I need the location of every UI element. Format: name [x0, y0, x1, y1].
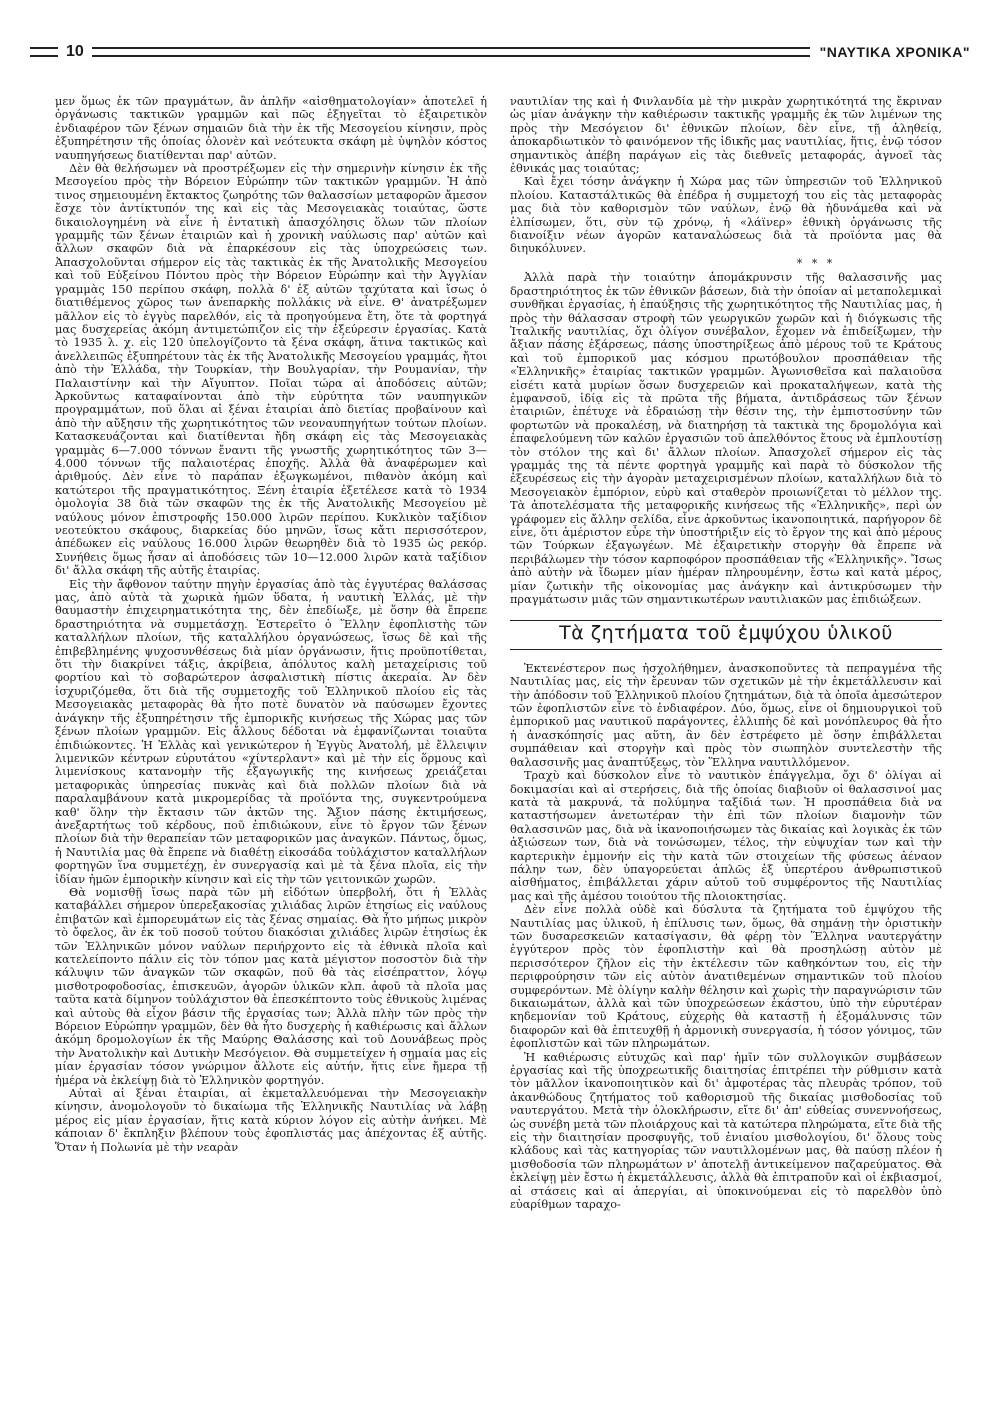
- section-title: Τὰ ζητήματα τοῦ ἐμψύχου ὑλικοῦ: [510, 620, 942, 649]
- right-paragraph-2: Καὶ ἔχει τόσην ἀνάγκην ἡ Χώρα μας τῶν ὑπηρεσιῶν τοῦ Ἑλληνικοῦ πλοίου. Καταστάλτικῶς θὰ ἐπέδρα ἡ συμμετοχή του εἰς τὰς μεταφορὰς μας διὰ τὸν καθορισμὸν τῶν ναύλων, ἐνῷ θὰ ἠδυνάμεθα καὶ νὰ ἐλπίσωμεν, ὅτι, σὺν τῷ χρόνῳ, ἡ «λάϊνερ» ἐθνικὴ ὀργάνωσις τῆς διανοίξιν νέων ἀγορῶν καταναλώσεως διὰ τὰ προϊόντα μας θὰ διηυκόλυνεν.: [510, 175, 942, 256]
- section-paragraph-2: Τραχὺ καὶ δύσκολον εἶνε τὸ ναυτικὸν ἐπάγγελμα, ὄχι δ' ὀλίγαι αἱ δοκιμασίαι καὶ αἱ στερήσεις, διὰ τῆς ὁποίας διαβιοῦν οἱ θαλασσινοί μας κατὰ τὰ μακρυνά, τὰ πολύμηνα ταξίδιά των. Ἡ προσπάθεια διὰ να καταστήσωμεν ἀνετωτέραν τὴν ἐπὶ τῶν πλοίων διαμονὴν τῶν θαλασσινῶν μας, διὰ νὰ ἱκανοποιήσωμεν τὰς δικαίας καὶ λογικὰς ἐκ τῶν ἀξιώσεων των, διὰ νὰ τονώσωμεν, τέλος, τὴν εὐψυχίαν των καὶ τὴν καρτερικὴν ἐμμονήν εἰς τὴν κατὰ τῶν στοιχείων τῆς φύσεως ἀέναον πάλην των, δὲν ὑπαγορεύεται ἁπλῶς ἐξ ὑπερτέρου ἀνθρωπιστικοῦ αἰσθήματος, ἐπιβάλλεται χάριν αὐτοῦ τοῦ συμφέροντος τῆς Ναυτιλίας μας καὶ τῆς ἀμέσου τοιούτου τῆς πλοιοκτησίας.: [510, 769, 942, 903]
- left-column: [55, 95, 487, 1385]
- page-header: [30, 40, 970, 64]
- left-paragraph-3: Εἰς τὴν ἄφθονον ταύτην πηγὴν ἐργασίας ἀπὸ τὰς ἐγγυτέρας θαλάσσας μας, ἀπὸ αὐτὰ τὰ χωρικὰ ἡμῶν ὕδατα, ἡ ναυτικὴ Ἑλλάς, μὲ τὴν θαυμαστὴν ἐπιχειρηματικότητα της, δὲν ἐπεδίωξε, μὲ ὅσην θὰ ἔπρεπε δραστηριότητα νὰ συμμετάσχῃ. Ἐστερεῖτο ὁ Ἕλλην ἐφοπλιστὴς τῶν καταλλήλων πλοίων, τῆς καταλλήλου ὀργανώσεως, ἴσως δὲ καὶ τῆς ἐπιβεβλημένης ψυχοσυνθέσεως διὰ μίαν ὀργάνωσιν, ἥτις προϋποτίθεται, ὅτι τὴν διακρίνει τάξις, ἀκρίβεια, ἀπόλυτος καλὴ μεταχείρισις τοῦ φορτίου καὶ τὸ σοβαρώτερον ἀσφαλιστικὴ πίστις ἀκεραία. Ἀν δὲν ἰσχυριζόμεθα, ὅτι διὰ τῆς συμμετοχῆς τοῦ Ἑλληνικοῦ πλοίου εἰς τὰς Μεσογειακὰς μεταφορὰς θὰ ἦτο ποτὲ δυνατὸν νὰ παύσωμεν ἔχοντες ἀνάγκην τῆς ἐξυπηρέτησιν τῆς ἐμπορικῆς κινήσεως τῆς Χώρας μας τῶν ξένων πλοίων γραμμῶν. Εἰς ἄλλους δέδοται νὰ ἐμφανίζωνται τοιαῦτα ἐπιδιώκοντες. Ἡ Ἑλλὰς καὶ γενικώτερον ἡ Ἐγγὺς Ἀνατολή, μὲ ἔλλειψιν λιμενικῶν κέντρων εὐρυτάτου «χίντερλαντ» καὶ μὲ τὴν εἰς ὅρμους καὶ λιμενίσκους κατανομὴν τῆς ἐξαγωγικῆς της κινήσεως χρειάζεται μεταφορικὰς ὑπηρεσίας πυκνὰς καὶ διὰ πολλῶν πλοίων διὰ νὰ παραλαμβάνουν κατὰ μικρομερίδας τὰ προϊόντα της, συγκεντρούμενα καθ' ὅλην τὴν ἔκτασιν τῶν ἀκτῶν της. Ἄξιον πάσης ἐκτιμήσεως, ἀνεξαρτήτως τοῦ κέρδους, ποῦ ἐπιδιώκουν, εἶνε τὸ ἔργον τῶν ξένων πλοίων διὰ τὴν θεραπείαν τῶν μεταφορικῶν μας ἀναγκῶν. Πάντως, ὅμως, ἡ Ναυτιλία μας θὰ ἔπρεπε νὰ διαθέτῃ εἰκοσάδα τοὐλάχιστον καταλλήλων φορτηγῶν ἵνα συμμετέχῃ, ἐν συνεργασίᾳ καὶ μὲ τὰ ξένα πλοῖα, εἰς τὴν ἰδίαν ἡμῶν ἐμπορικὴν κίνησιν καὶ εἰς τὴν τῶν γειτονικῶν χωρῶν.: [55, 577, 487, 886]
- right-paragraph-1: ναυτιλίαν της καὶ ἡ Φινλανδία μὲ τὴν μικρὰν χωρητικότητά της ἔκριναν ὡς μίαν ἀνάγκην τὴν καθιέρωσιν τακτικῆς γραμμῆς ἐκ τῶν λιμένων της πρὸς τὴν Μεσόγειον δι' ἐθνικῶν πλοίων, δὲν εἶνε, τῇ ἀληθείᾳ, ἀποκαρδιωτικὸν τὸ φαινόμενον τῆς ἰδικῆς μας ναυτιλίας, ἥτις, ἐνῷ τόσον σημαντικὸς ἀπέβη παράγων εἰς τὰς διεθνεῖς μεταφοράς, ἀγνοεῖ τὰς ἐθνικάς μας τοιαύτας;: [510, 95, 942, 176]
- section-paragraph-4: Ἡ καθιέρωσις εὐτυχῶς καὶ παρ' ἡμῖν τῶν συλλογικῶν συμβάσεων ἐργασίας καὶ τῆς ὑποχρεωτικῆς διαιτησίας ἐπιτρέπει τὴν ρύθμισιν κατὰ τὸν μᾶλλον ἱκανοποιητικὸν καὶ δι' ἀμφοτέρας τὰς πλευρὰς τρόπον, τοῦ ἀκανθώδους ζητήματος τοῦ καθορισμοῦ τῆς δικαίας μισθοδοσίας τοῦ ναυτεργάτου. Μετὰ τὴν ὁλοκλήρωσιν, εἴτε δι' ἀπ' εὐθείας συνεννοήσεως, ὡς συνέβη μετὰ τῶν πλοιάρχους καὶ τὰ κατώτερα πληρώματα, εἴτε διὰ τῆς εἰς τὴν διαιτησίαν προσφυγῆς, τοῦ ἑνιαίου μισθολογίου, δι' ὅλους τοὺς κλάδους καὶ τὰς κατηγορίας τῶν ναυτιλλομένων μας, θὰ παύσῃ πλέον ἡ μισθοδοσία τῶν πληρωμάτων ν' ἀποτελῇ ἀντικείμενον παζαρεύματος. Θὰ ἐκλείψῃ μὲν ἔστω ἡ ἐκμετάλλευσις, ἀλλὰ θὰ ἐπιτραποῦν καὶ οἱ ἐκβιασμοί, αἱ στάσεις καὶ αἱ ἀπεργίαι, αἱ ὑποκινούμεναι εἰς τὸ παρελθὸν ὑπὸ εὐαρίθμων ταραχο-: [510, 1050, 942, 1212]
- header-rule-middle: [92, 47, 810, 57]
- page-number: 10: [66, 43, 84, 60]
- left-paragraph-2: Δὲν θὰ θελήσωμεν νὰ προστρέξωμεν εἰς τὴν σημερινὴν κίνησιν ἐκ τῆς Μεσογείου πρὸς τὴν Βόρειον Εὐρώπην τῶν τακτικῶν γραμμῶν. Ἡ ἀπὸ τινος σημειουμένη ἔκτακτος ζωηρότης τῶν θαλασσίων μεταφορῶν ἄμεσον ἔσχε τὸν ἀντίκτυπόν της καὶ εἰς τὰς Μεσογειακὰς τοιαύτας, ὥστε δικαιολογημένη νὰ εἶνε ἡ ἐντατικὴ ἀπασχόλησις ὅλων τῶν πλοίων γραμμῆς τῶν ξένων ἑταιριῶν καὶ ἡ χρονικὴ ναύλωσις παρ' αὐτῶν καὶ ἄλλων σκαφῶν διὰ νὰ ἐπαρκέσουν εἰς τὰς ὑποχρεώσεις των. Ἀπασχολοῦνται σήμερον εἰς τὰς τακτικὰς ἐκ τῆς Ἀνατολικῆς Μεσογείου καὶ τοῦ Εὐξείνου Πόντου πρὸς τὴν Βόρειον Εὐρώπην καὶ τὴν Ἀγγλίαν γραμμὰς 150 περίπου σκάφη, πολλὰ δ' ἐξ αὐτῶν ταχύτατα καὶ ἴσως ὁ διατιθέμενος χῶρος των ἀνεπαρκὴς πολλάκις νὰ εἶνε. Θ' ἀνατρέξωμεν μᾶλλον εἰς τὸ ἐγγὺς παρελθόν, εἰς τὰ προηγούμενα ἔτη, ὅτε τὰ φορτηγά μας δυσχερείας ἀκόμη ἀντιμετώπιζον εἰς τὴν ἐξεύρεσιν ἐργασίας. Κατὰ τὸ 1935 λ. χ. εἰς 120 ὑπελογίζοντο τὰ ξένα σκάφη, ἅτινα τακτικῶς καὶ ἀνελλειπῶς ἐξυπηρέτουν τὰς ἐκ τῆς Ἀνατολικῆς Μεσογείου γραμμάς, ἤτοι ἀπὸ τὴν Ἑλλάδα, τὴν Τουρκίαν, τὴν Βουλγαρίαν, τὴν Ρουμανίαν, τὴν Παλαιστίνην καὶ τὴν Αἴγυπτον. Ποῖαι τώρα αἱ ἀποδόσεις αὐτῶν; Ἀρκοῦντως καταφαίνονται ἀπὸ τὴν εὐρύτητα τῶν ναυπηγικῶν προγραμμάτων, ποῦ ὅλαι αἱ ξέναι ἑταιρίαι ἀπὸ διετίας προβαίνουν καὶ ἀπὸ τὴν αὔξησιν τῆς χωρητικότητος τῶν νεοναυπηγήτων τούτων πλοίων. Κατασκευάζονται καὶ διατίθενται ἤδη σκάφη εἰς τὰς Μεσογειακὰς γραμμὰς 6—7.000 τόννων ἔναντι τῆς γνωστῆς χωρητικότητος τῶν 3—4.000 τόννων τῆς παλαιοτέρας ἐποχῆς. Ἀλλὰ θὰ ἀναφέρωμεν καὶ ἀριθμούς. Δὲν εἶνε τὸ παράπαν ἐξωγκωμένοι, πιθανὸν ἀκόμη καὶ κατώτεροι τῆς πραγματικότητος. Ξένη ἑταιρία ἐξετέλεσε κατὰ τὸ 1934 ὁμολογία 38 διὰ τῶν σκαφῶν της ἐκ τῆς Ἀνατολικῆς Μεσογείου μὲ ναύλους μόνον ἐπιστροφῆς 150.000 λιρῶν περίπου. Κυκλικὸν ταξίδιον νεοτεύκτου σκάφους, διαρκείας δύο μηνῶν, ἴσως κἄτι περισσότερον, ἀπέδωκεν εἰς ναύλους 16.000 λιρῶν θεωρηθὲν διὰ τὸ 1935 ὡς ρεκόρ. Συνήθεις ὅμως ἦσαν αἱ ἀποδόσεις τῶν 10—12.000 λιρῶν κατὰ ταξίδιον δι' ἄλλα σκάφη τῆς αὐτῆς ἑταιρίας.: [55, 162, 487, 578]
- section-paragraph-3: Δὲν εἶνε πολλὰ οὐδὲ καὶ δύσλυτα τὰ ζητήματα τοῦ ἐμψύχου τῆς Ναυτιλίας μας ὑλικοῦ, ἡ ἐπίλυσις των, ὅμως, θὰ σημάνῃ τὴν ὁριστικὴν τῶν δυσαρεσκειῶν κατασίγασιν, θὰ φέρῃ τὸν Ἕλληνα ναυτεργάτην ἐγγύτερον πρὸς τὸν ἐφοπλιστὴν καὶ θὰ προσηλώσῃ αὐτὸν μὲ περισσότερον ζῆλον εἰς τὴν ἐκτέλεσιν τῶν καθηκόντων του, εἰς τὴν περιφρούρησιν τῶν εἰς αὐτὸν ἀνατιθεμένων σημαντικῶν τοῦ πλοίου συμφερόντων. Μὲ ὀλίγην καλὴν θέλησιν καὶ χωρὶς τὴν παραγνώρισιν τῶν δικαιωμάτων, ἀλλὰ καὶ τῶν ὑποχρεώσεων ἑκάστου, ὑπὸ τὴν εὐρυτέραν κηδεμονίαν τοῦ Κράτους, εὐχερὴς θὰ καταστῇ ἡ ἐξομάλυνσις τῶν διαφορῶν καὶ θὰ ἐπιτευχθῇ ἡ ἁρμονικὴ συνεργασία, ἡ τόσον γόνιμος, τῶν ἐφοπλιστῶν καὶ τῶν πληρωμάτων.: [510, 903, 942, 1051]
- section-paragraph-1: Ἐκτενέστερον πως ἠσχολήθημεν, ἀνασκοποῦντες τὰ πεπραγμένα τῆς Ναυτιλίας μας, εἰς τὴν ἔρευναν τῶν σχετικῶν μὲ τὴν ἐκμετάλλευσιν καὶ τὴν ἀπόδοσιν τοῦ Ἑλληνικοῦ πλοίου ζητημάτων, διὰ τὰ ὁποῖα ἀμεσώτερον τῶν ἐφοπλιστῶν εἶνε τὸ ἐνδιαφέρον. Δύο, ὅμως, εἶνε οἱ δημιουργικοὶ τοῦ ἐμπορικοῦ μας ναυτικοῦ παράγοντες, ἐλλιπὴς δὲ καὶ μονόπλευρος θὰ ἦτο ἡ ἀνασκόπησίς μας αὕτη, ἂν δὲν ἐστρέφετο μὲ ὅσην ἐπιβάλλεται συμπάθειαν καὶ στοργὴν καὶ πρὸς τὸν σιωπηλὸν συντελεστὴν τῆς θαλασσινῆς μας ἀναπτύξεως, τὸν Ἕλληνα ναυτιλλόμενον.: [510, 661, 942, 769]
- section-separator-stars: * * *: [796, 256, 836, 270]
- left-paragraph-1: μεν ὅμως ἐκ τῶν πραγμάτων, ἂν ἁπλῆν «αἰσθηματολογίαν» ἀποτελεῖ ἡ ὀργάνωσις τακτικῶν γραμμῶν καὶ πῶς ἐξηγεῖται τὸ ἐξαιρετικὸν ἐνδιαφέρον τῶν ξένων σημαιῶν διὰ τὴν ἐκ τῆς Μεσογείου κίνησιν, πρὸς ἐξυπηρέτησιν τῆς ὁποίας ὁλονὲν καὶ νεότευκτα σκάφη μὲ ὑψηλὸν κόστος ναυπηγήσεως διατίθενται παρ' αὐτῶν.: [55, 95, 487, 162]
- magazine-title: "ΝΑΥΤΙΚΑ ΧΡΟΝΙΚΑ": [819, 44, 970, 60]
- right-column: [510, 95, 942, 1385]
- left-paragraph-4: Θὰ νομισθῇ ἴσως παρὰ τῶν μὴ εἰδότων ὑπερβολή, ὅτι ἡ Ἑλλὰς καταβάλλει σήμερον ὑπερεξακοσίας χιλιάδας λιρῶν ἐτησίως εἰς ναύλους ἐπιβατῶν καὶ ἐμπορευμάτων εἰς τὰς ξένας σημαίας. Θὰ ἦτο μήπως μικρὸν τὸ ὄφελος, ἂν ἐκ τοῦ ποσοῦ τούτου διακόσιαι χιλιάδες λιρῶν ἐτησίως ἐκ τῶν Ἑλληνικῶν μόνον ναύλων περιήρχοντο εἰς τὰ ἐθνικὰ πλοῖα καὶ κατελείποντο πάλιν εἰς τὸν τόπον μας κατὰ μέγιστον ποσοστὸν διὰ τὴν κάλυψιν τῶν ἀναγκῶν τῶν σκαφῶν, ποῦ θὰ τὰς εἰσέπραττον, λόγῳ μισθοτροφοδοσίας, ἐπισκευῶν, ἀγορῶν ὑλικῶν κλπ. ἀφοῦ τὰ πλοῖα μας ταῦτα κατὰ δίμηνον τοὐλάχιστον θὰ ἐπεσκέπτοντο τοὺς ἐθνικοὺς λιμένας καὶ αὐτοὺς θὰ εἶχον βάσιν τῆς ἐργασίας των; Ἀλλὰ πλὴν τῶν πρὸς τὴν Βόρειον Εὐρώπην γραμμῶν, δὲν θὰ ἦτο δυσχερὴς ἡ καθιέρωσις καὶ ἄλλων ἀκόμη δρομολογίων ἐκ τῆς Μαύρης Θαλάσσης καὶ τοῦ Δουνάβεως πρὸς τὴν Ἀνατολικὴν καὶ Δυτικὴν Μεσόγειον. Θὰ συμμετείχεν ἡ σημαία μας εἰς μίαν ἐργασίαν τόσον γνώριμον ἄλλοτε εἰς αὐτήν, ἥτις εἶνε ἤμερα τῇ ἡμέρα νὰ ἐκλείψῃ διὰ τὸ Ἑλληνικὸν φορτηγόν.: [55, 885, 487, 1087]
- header-rule-left: [30, 47, 58, 57]
- left-paragraph-5: Αὐταὶ αἱ ξέναι ἑταιρίαι, αἱ ἐκμεταλλευόμεναι τὴν Μεσογειακὴν κίνησιν, ἀνομολογοῦν τὸ δικαίωμα τῆς Ἑλληνικῆς Ναυτιλίας νὰ λάβῃ μέρος εἰς μίαν ἐργασίαν, ἥτις κατὰ κύριον λόγον εἰς αὐτὴν ἀνήκει. Μὲ κάποιαν δ' ἔκπληξιν βλέπουν τοὺς ἐφοπλιστάς μας ἀπέχοντας ἐξ αὐτῆς. Ὅταν ἡ Πολωνία μὲ τὴν νεαρὰν: [55, 1087, 487, 1154]
- right-paragraph-3: Ἀλλὰ παρὰ τὴν τοιαύτην ἀπομάκρυνσιν τῆς θαλασσινῆς μας δραστηριότητος ἐκ τῶν ἐθνικῶν βάσεων, διὰ τὴν ὁποίαν αἱ μεταπολεμικαὶ συνθῆκαι ἐργασίας, ἡ ἐπαύξησις τῆς χωρητικότητος τῆς Ναυτιλίας μας, ἡ πρὸς τὴν θάλασσαν στροφὴ τῶν γεωργικῶν χωρῶν καὶ ἡ διόγκωσις τῆς Ἰταλικῆς ναυτιλίας, ὄχι ὀλίγον συνέβαλον, ἔχομεν νὰ ἐπιδείξωμεν, τὴν ἄξιαν πάσης ἐξάρσεως, πάσης ὑποστηρίξεως ἀπὸ μέρους τοῦ τε Κράτους καὶ τοῦ ἐμπορικοῦ μας κόσμου πρωτόβουλον προσπάθειαν τῆς «Ἑλληνικῆς» ἑταιρίας τακτικῶν γραμμῶν. Ἀγωνισθεῖσα καὶ παλαιοῦσα εἰσέτι κατὰ μυρίων ὅσων δυσχερειῶν καὶ προκαταλήψεων, κατὰ τὴς ἐμφανσοῦ, ἰδίᾳ εἰς τὰ πρῶτα τῆς βήματα, ἀντιδράσεως τῶν ξένων ἑταιριῶν, ἐπέτυχε νὰ ἑδραιώσῃ τὴν θέσιν της, τὴν ἐμπιστοσύνην τῶν φορτωτῶν νὰ προκαλέσῃ, νὰ διατηρήσῃ τὰ τακτικὰ της δρομολόγια καὶ ἐπαφελούμενη τῶν καλῶν ἐργασιῶν τοῦ ἀπελθόντος ἔτους νὰ ἐμπλουτίσῃ τὸν στόλον της καὶ δι' ἄλλων πλοίων. Ἀπασχολεῖ σήμερον εἰς τὰς γραμμάς της τὰ πέντε φορτηγὰ γραμμῆς καὶ παρὰ τὸ δύσκολον τῆς ἐξευρέσεως εἰς τὴν ἀγορὰν μεταχειρισμένων πλοίων, καταλλήλων διὰ τὸ Μεσογειακὸν ἐμπόριον, εὐρὺ καὶ σταθερὸν προιωνίζεται τὸ μέλλον της. Τὰ ἀποτελέσματα τῆς μεταφορικῆς κινήσεως τῆς «Ἑλληνικῆς», περὶ ὧν γράφομεν εἰς ἄλλην σελίδα, εἶνε ἀρκοῦντως ἱκανοποιητικά, παρήγορον δὲ εἶνε, ὅτι ἀμέριστον εὗρε τὴν ὑποστήριξιν εἰς τὸ ἔργον της καὶ ἀπὸ μέρους τῶν Τούρκων ἐξαγωγέων. Μὲ ἐξαιρετικὴν στοργὴν θὰ ἔπρεπε νὰ περιβάλωμεν τὴν τόσον καρποφόρον προσπάθειαν τῆς «Ἑλληνικῆς». Ἴσως ἀπὸ αὐτὴν νὰ ἴδωμεν μίαν ἡμέραν πληρουμένην, ἔστω καὶ κατὰ μέρος, μίαν ζωτικὴν τῆς οἰκονομίας μας ἀνάγκην καὶ ἀντικρύσωμεν τὴν πραγμάτωσιν μιᾶς τῶν σημαντικωτέρων ναυτιλιακῶν μας ἐπιδιώξεων.: [510, 271, 942, 607]
